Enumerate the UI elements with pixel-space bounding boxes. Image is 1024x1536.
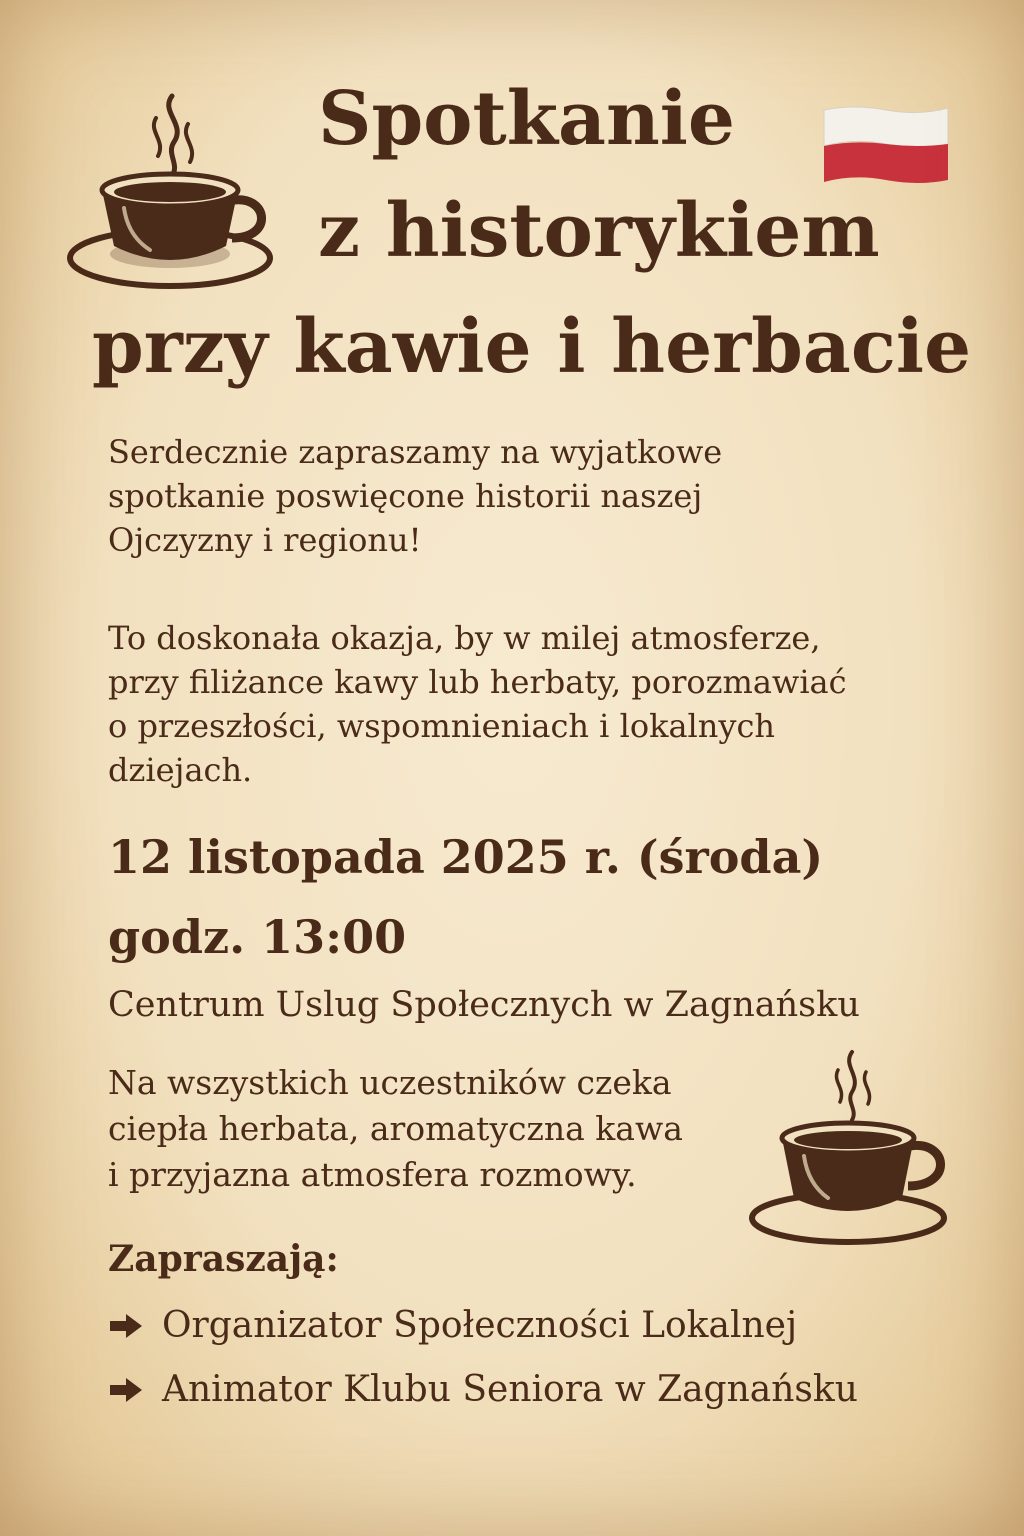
right-arrow-icon [108, 1376, 144, 1404]
refreshments-line: Na wszystkich uczestników czeka [108, 1063, 672, 1102]
coffee-cup-icon [62, 78, 277, 298]
organizer-item [108, 1370, 858, 1410]
invitation-heading: Zapraszają: [108, 1238, 339, 1280]
intro-line: spotkanie poswięcone historii naszej [108, 477, 703, 515]
title-line-2: z historykiem [318, 188, 880, 274]
description-line: o przeszłości, wspomnieniach i lokalnych [108, 707, 775, 745]
title-line-1: Spotkanie [318, 76, 735, 162]
intro-line: Ojczyzny i regionu! [108, 521, 422, 559]
intro-line: Serdecznie zapraszamy na wyjatkowe [108, 433, 723, 471]
refreshments-line: ciepła herbata, aromatyczna kawa [108, 1109, 683, 1148]
description-line: To doskonała okazja, by w milej atmosferze, [108, 619, 821, 657]
refreshments-paragraph [108, 1060, 683, 1198]
intro-paragraph [108, 430, 722, 562]
event-date: 12 listopada 2025 r. (środa) [108, 830, 824, 884]
event-time: godz. 13:00 [108, 910, 407, 964]
refreshments-line: i przyjazna atmosfera rozmowy. [108, 1155, 637, 1194]
title-line-3: przy kawie i herbacie [92, 304, 972, 390]
description-paragraph [108, 616, 847, 792]
description-line: dziejach. [108, 751, 253, 789]
event-venue: Centrum Uslug Społecznych w Zagnańsku [108, 985, 860, 1025]
organizer-item [108, 1306, 797, 1346]
right-arrow-icon [108, 1312, 144, 1340]
poland-flag-icon [820, 104, 952, 186]
organizer-label: Animator Klubu Seniora w Zagnańsku [162, 1369, 858, 1410]
coffee-cup-icon [748, 1048, 958, 1248]
description-line: przy filiżance kawy lub herbaty, porozmawiać [108, 663, 847, 701]
organizer-label: Organizator Społeczności Lokalnej [162, 1305, 798, 1346]
